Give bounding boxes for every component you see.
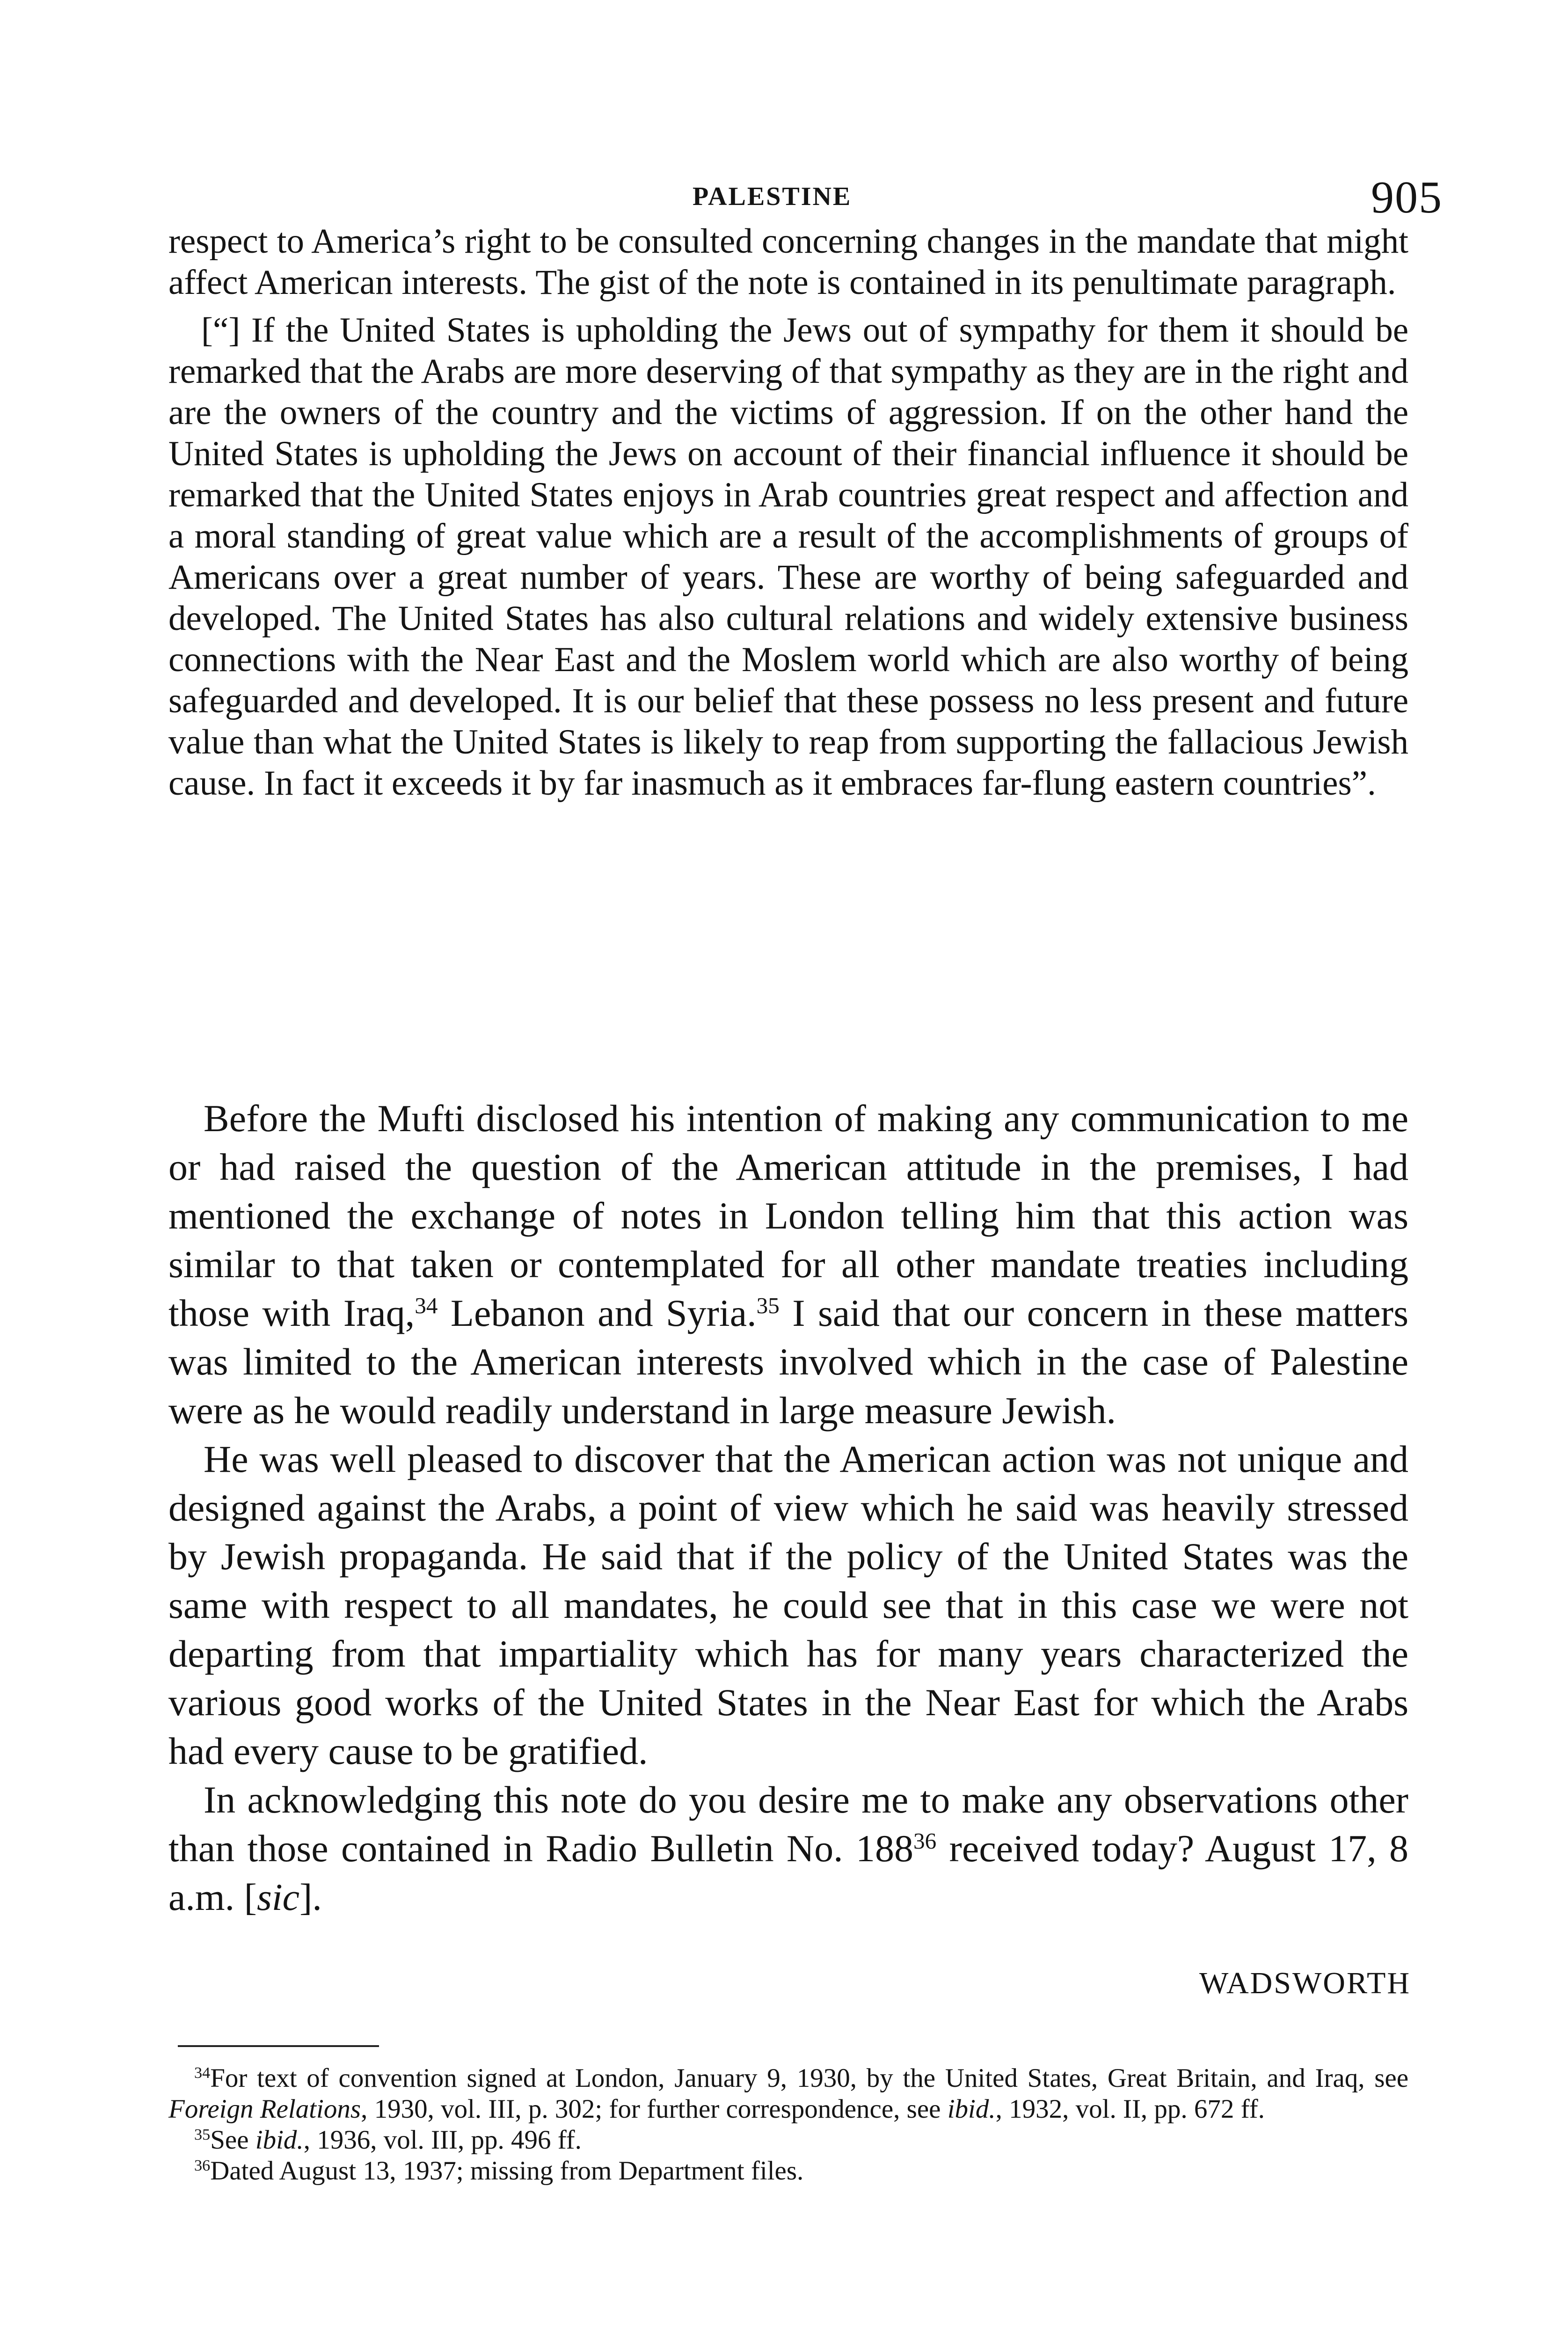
footnote-text: , 1930, vol. III, p. 302; for further correspondence, see [361, 2094, 948, 2124]
footnote-text: , 1936, vol. III, pp. 496 ff. [303, 2125, 582, 2155]
quoted-note-paragraph: [“] If the United States is upholding the Jews out of sympathy for them it should be remarked that the Arabs are more deserving of that sympathy as they are in the right and are the owners of the country and the victims of aggression. If on the other hand the United States is upholding the Jews on account of their financial influence it should be remarked that the United States enjoys in Arab countries great respect and affection and a moral standing of great value which are a result of the accomplishments of groups of Americans over a great number of years. These are worthy of being safeguarded and developed. The United States has also cultural relations and widely extensive business connections with the Near East and the Moslem world which are also worthy of being safeguarded and developed. It is our belief that these possess no less present and future value than what the United States is likely to reap from supporting the fallacious Jewish cause. In fact it exceeds it by far inasmuch as it embraces far-flung eastern countries”. [168, 311, 1408, 803]
signature: WADSWORTH [1199, 1966, 1411, 2000]
footnote-text: See [210, 2125, 255, 2155]
footnote-ref-36: 36 [913, 1828, 937, 1854]
footnote-35 [168, 2125, 1408, 2156]
footnote-mark: 35 [194, 2126, 211, 2144]
paragraph-text: I said that our concern in these matters was limited to the American interests involved which in the case of Palestine were as he would readily understand in large measure Jewish. [168, 1292, 1408, 1432]
footnote-text: , 1932, vol. II, pp. 672 ff. [995, 2094, 1265, 2124]
paragraph-text: ]. [299, 1876, 322, 1918]
footnote-divider [178, 2045, 379, 2047]
intro-paragraph: respect to America’s right to be consulted concerning changes in the mandate that might affect American interests. The gist of the note is contained in its penultimate paragraph. [168, 222, 1408, 302]
footnote-34 [168, 2063, 1408, 2125]
footnote-ibid: ibid. [255, 2125, 304, 2155]
footnotes [168, 2063, 1408, 2186]
paragraph-text: Before the Mufti disclosed his intention of making any communication to me or had raised the question of the American attitude in the premises, I had mentioned the exchange of notes in London telling him that this action was similar to that taken or contemplated for all other mandate treaties including those with Iraq, [168, 1097, 1408, 1334]
page-number: 905 [1371, 172, 1443, 223]
main-text [168, 1094, 1408, 1922]
body-paragraph [168, 1094, 1408, 1435]
footnote-source: Foreign Relations [168, 2094, 361, 2124]
footnote-mark: 34 [194, 2064, 211, 2082]
body-paragraph: He was well pleased to discover that the American action was not unique and designed against the Arabs, a point of view which he said was heavily stressed by Jewish propaganda. He said that if the policy of the United States was the same with respect to all mandates, he could see that in this case we were not departing from that impartiality which has for many years characterized the various good works of the United States in the Near East for which the Arabs had every cause to be gratified. [168, 1438, 1408, 1772]
running-title: PALESTINE [693, 182, 852, 211]
sic-mark: sic [256, 1876, 300, 1918]
footnote-ibid: ibid. [947, 2094, 996, 2124]
footnote-36 [168, 2156, 1408, 2186]
quoted-section [168, 221, 1408, 804]
footnote-ref-34: 34 [415, 1292, 438, 1318]
footnote-text: For text of convention signed at London, January 9, 1930, by the United States, Great Britain, and Iraq, see [210, 2063, 1408, 2093]
footnote-ref-35: 35 [756, 1292, 780, 1318]
body-paragraph [168, 1776, 1408, 1922]
footnote-text: Dated August 13, 1937; missing from Department files. [210, 2156, 804, 2186]
paragraph-text: In acknowledging this note do you desire me to make any observations other than those contained in Radio Bulletin No. 188 [168, 1778, 1408, 1870]
paragraph-text: Lebanon and Syria. [438, 1292, 757, 1334]
paragraph-text: received today? August 17, 8 a.m. [ [168, 1827, 1408, 1918]
footnote-mark: 36 [194, 2157, 211, 2175]
